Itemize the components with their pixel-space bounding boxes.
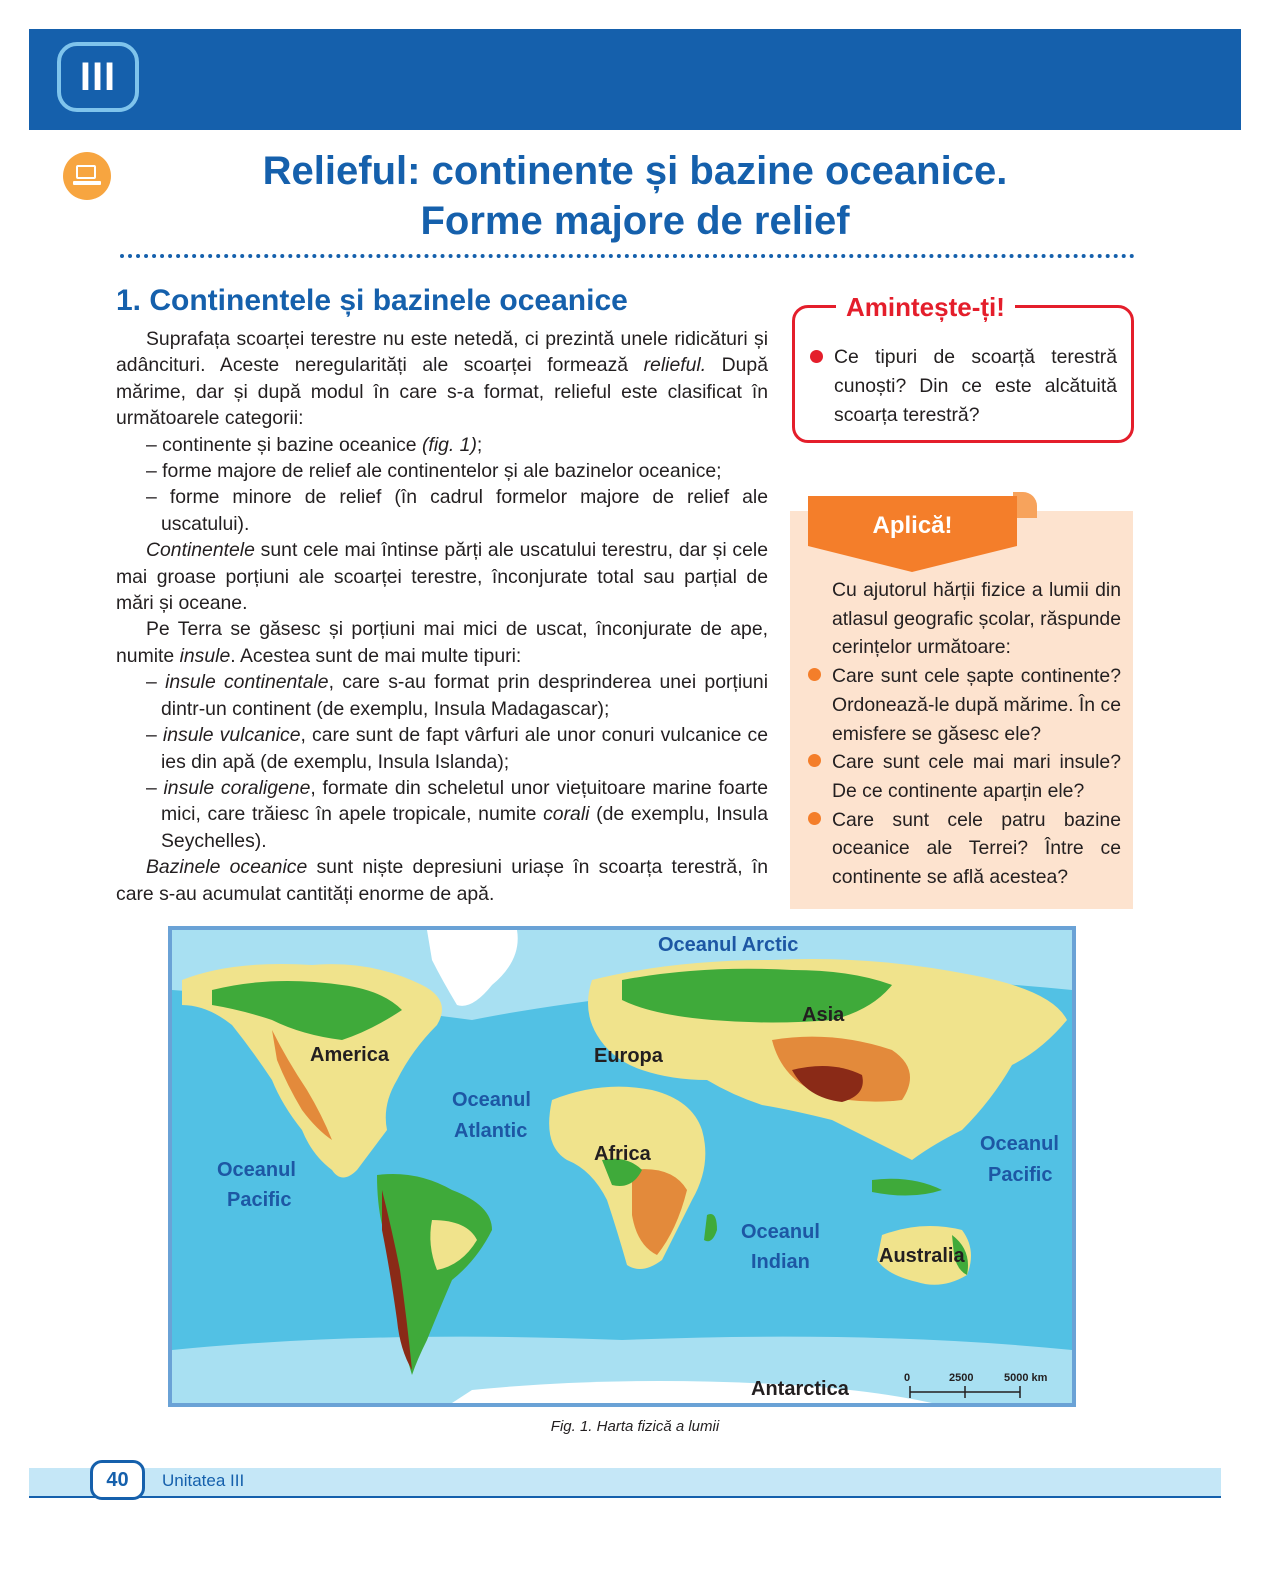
title-divider: [120, 254, 1135, 258]
header-bar: [29, 29, 1241, 130]
bullet-icon: [808, 812, 821, 825]
label-america: America: [310, 1044, 389, 1066]
scale-tick-5000: 5000 km: [1004, 1372, 1048, 1384]
list-item: – forme minore de relief (în cadrul formelor majore de relief ale uscatului).: [146, 486, 768, 535]
list-item: – insule continentale, care s-au format prin desprinderea unei porțiuni dintr-un continent (de exemplu, Insula Madagascar);: [146, 671, 769, 720]
list-item: – insule vulcanice, care sunt de fapt vârfuri ale unor conuri vulcanice ce ies din apă (de exemplu, Insula Islanda);: [146, 724, 769, 773]
label-africa: Africa: [594, 1143, 651, 1165]
label-arctic-ocean: Oceanul Arctic: [658, 934, 799, 956]
laptop-icon: [63, 152, 111, 200]
apply-question-2: Care sunt cele mai mari insule? De ce continente aparțin ele?: [832, 751, 1121, 802]
label-pacific-east-1: Oceanul: [980, 1133, 1059, 1155]
footer-line: [29, 1496, 1221, 1498]
label-pacific-west-1: Oceanul: [217, 1159, 296, 1181]
label-atlantic-2: Atlantic: [454, 1120, 528, 1142]
scale-tick-2500: 2500: [949, 1372, 974, 1384]
bullet-icon: [808, 668, 821, 681]
label-indian-1: Oceanul: [741, 1221, 820, 1243]
label-antarctica: Antarctica: [751, 1378, 849, 1400]
label-pacific-east-2: Pacific: [988, 1164, 1053, 1186]
label-australia: Australia: [879, 1245, 965, 1267]
footer-unit-label: Unitatea III: [162, 1471, 245, 1490]
label-indian-2: Indian: [751, 1251, 810, 1273]
apply-title: Aplică!: [872, 512, 953, 539]
page-title: [120, 146, 1150, 246]
apply-text: [832, 576, 1121, 892]
bullet-icon: [808, 754, 821, 767]
title-line-2: Forme majore de relief: [420, 199, 850, 243]
apply-question-1: Care sunt cele șapte continente? Ordonează-le după mărime. În ce emisfere se găsesc ele?: [832, 665, 1121, 745]
label-asia: Asia: [802, 1004, 845, 1026]
scale-tick-0: 0: [904, 1372, 911, 1384]
paragraph-relief: Suprafața scoarței terestre nu este netedă, ci prezintă unele ridicături și adâncituri. Aceste neregularități ale scoarței formează relieful. După mărime, dar și după modul în care s-a format, relieful este clasificat în următoarele categorii:: [116, 328, 768, 430]
paragraph-basins: Bazinele oceanice sunt niște depresiuni uriașe în scoarța terestră, în care s-au acumulat cantități enorme de apă.: [116, 856, 768, 905]
paragraph-continents: Continentele sunt cele mai întinse părți ale uscatului terestru, dar și cele mai groase porțiuni ale scoarței terestre, înconjurate total sau parțial de mări și oceane.: [116, 539, 768, 615]
page-number: 40: [90, 1460, 145, 1500]
label-pacific-west-2: Pacific: [227, 1189, 292, 1211]
unit-badge: III: [57, 42, 139, 112]
apply-question-3: Care sunt cele patru bazine oceanice ale Terrei? Între ce continente se află acestea?: [832, 808, 1121, 889]
remember-title: Amintește-ți!: [836, 289, 1015, 325]
bullet-icon: [810, 350, 823, 363]
title-line-1: Relieful: continente și bazine oceanice.: [262, 149, 1008, 193]
label-atlantic-1: Oceanul: [452, 1089, 531, 1111]
main-text: [116, 326, 768, 907]
label-europa: Europa: [594, 1045, 663, 1067]
section-heading: 1. Continentele și bazinele oceanice: [116, 284, 628, 317]
list-item: – insule coraligene, formate din scheletul unor viețuitoare marine foarte mici, care trăiesc în apele tropicale, numite corali (de exemplu, Insula Seychelles).: [146, 776, 769, 852]
paragraph-islands: Pe Terra se găsesc și porțiuni mai mici de uscat, înconjurate de ape, numite insule. Acestea sunt de mai multe tipuri:: [116, 618, 768, 667]
remember-question: Ce tipuri de scoarță terestră cunoști? Din ce este alcătuită scoarța terestră?: [834, 346, 1117, 426]
apply-banner-arrow: [808, 546, 1017, 572]
figure-caption: Fig. 1. Harta fizică a lumii: [550, 1418, 720, 1435]
world-physical-map: [168, 926, 1076, 1407]
list-item: – forme majore de relief ale continentelor și ale bazinelor oceanice;: [146, 460, 722, 483]
apply-intro: Cu ajutorul hărții fizice a lumii din atlasul geografic școlar, răspunde cerințelor următoare:: [832, 579, 1121, 659]
list-item: – continente și bazine oceanice (fig. 1);: [146, 433, 483, 456]
